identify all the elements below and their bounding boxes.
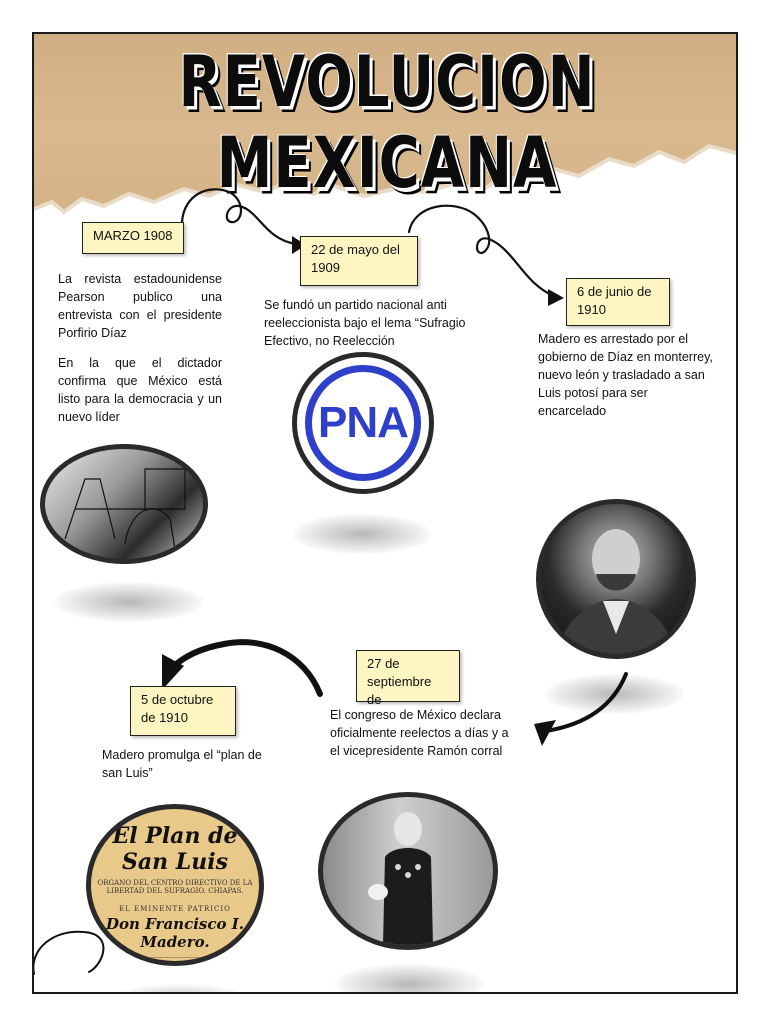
pna-logo: [292, 352, 434, 494]
photo-shadow: [544, 674, 684, 714]
poster-frame: [32, 32, 738, 994]
photo-porfirio-diaz: [318, 792, 498, 950]
newspaper-subtitle: ORGANO DEL CENTRO DIRECTIVO DE LA LIBERTAD DEL SUFRAGIO. CHIAPAS.: [97, 879, 253, 895]
event-date-2: 22 de mayo del 1909: [300, 236, 418, 286]
logo-shadow: [292, 514, 432, 554]
event-date-4: 27 de septiembre de: [356, 650, 460, 702]
newspaper-kicker: EL EMINENTE PATRICIO: [119, 905, 231, 913]
event-text-2: Se fundó un partido nacional anti reeleccionista bajo el lema “Sufragio Efectivo, no Reelección: [264, 298, 466, 348]
event-text-3: Madero es arrestado por el gobierno de Díaz en monterrey, nuevo león y trasladado a san Luis potosí para ser encarcelado: [538, 332, 713, 418]
pna-logo-text: PNA: [318, 398, 408, 447]
poster-title: REVOLUCION MEXICANA: [178, 42, 596, 205]
pna-logo-ring: [305, 365, 421, 481]
newspaper-masthead: El Plan de San Luis: [112, 823, 238, 875]
newspaper-plan-de-san-luis: [86, 804, 264, 966]
photo-shadow: [54, 582, 204, 622]
event-text-1a: La revista estadounidense Pearson publico una entrevista con el presidente Porfirio Díaz: [58, 272, 222, 340]
event-date-3: 6 de junio de 1910: [566, 278, 670, 326]
event-text-1b: En la que el dictador confirma que México está listo para la democracia y un nuevo líder: [58, 356, 222, 424]
event-text-4: El congreso de México declara oficialmente reelectos a días y a el vicepresidente Ramón corral: [330, 708, 509, 758]
photo-madero-portrait: [536, 499, 696, 659]
event-date-1: MARZO 1908: [82, 222, 184, 254]
photo-interview-illustration: [40, 444, 208, 564]
event-date-5: 5 de octubre de 1910: [130, 686, 236, 736]
newspaper-headline: Don Francisco I. Madero.: [106, 915, 244, 951]
event-text-5: Madero promulga el “plan de san Luis”: [102, 748, 262, 780]
